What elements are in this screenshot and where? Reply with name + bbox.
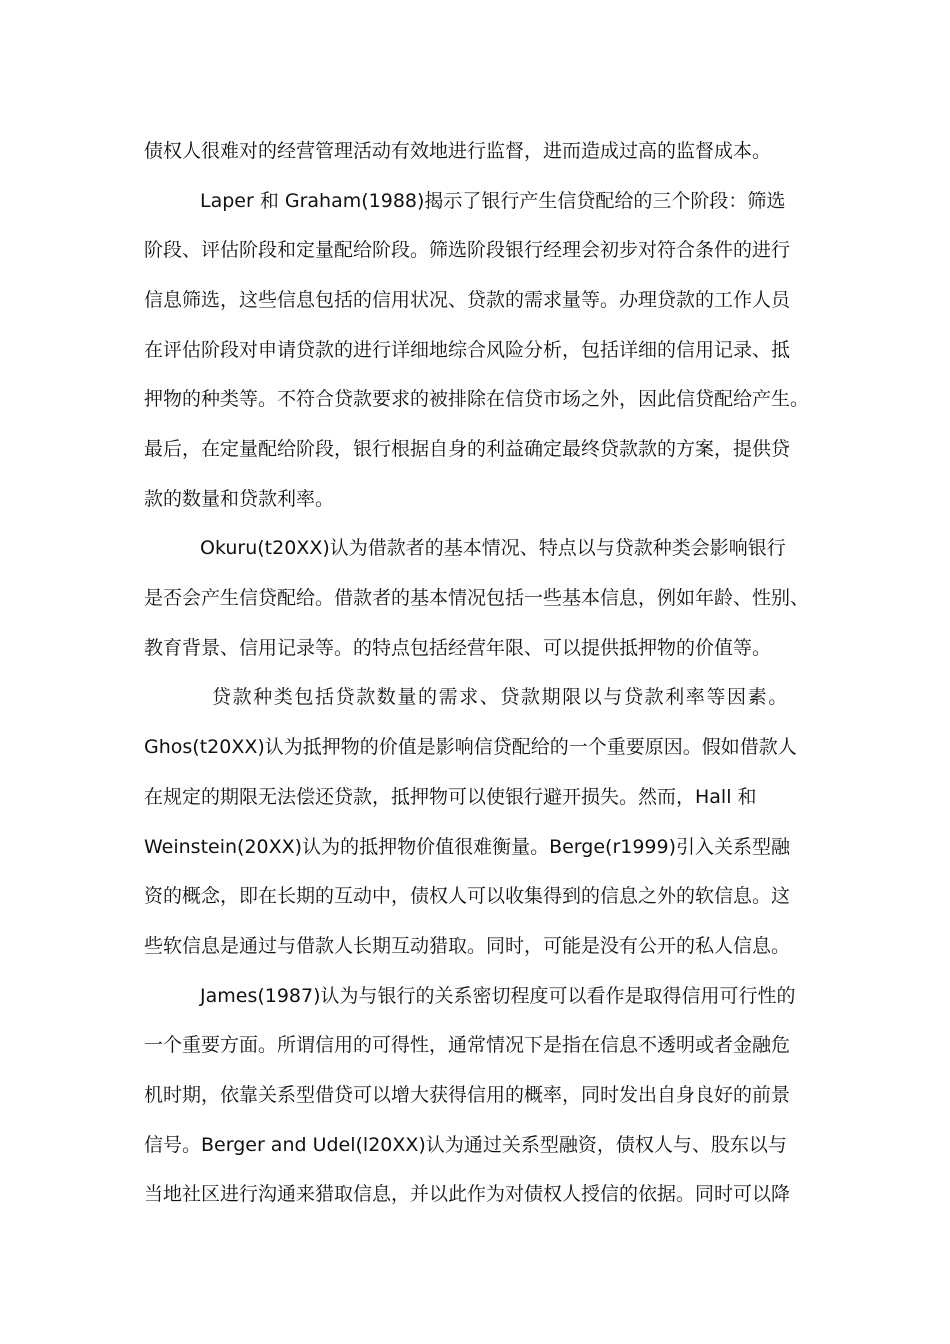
paragraph-start-line: 贷款种类包括贷款数量的需求、贷款期限以与贷款利率等因素。 — [212, 686, 789, 708]
text-line: 机时期，依靠关系型借贷可以增大获得信用的概率，同时发出自身良好的前景 — [144, 1084, 791, 1106]
text-line: 在评估阶段对申请贷款的进行详细地综合风险分析，包括详细的信用记录、抵 — [144, 339, 791, 361]
text-line: 信息筛选，这些信息包括的信用状况、贷款的需求量等。办理贷款的工作人员 — [144, 289, 791, 311]
text-line: 阶段、评估阶段和定量配给阶段。筛选阶段银行经理会初步对符合条件的进行 — [144, 239, 791, 261]
text-line: 在规定的期限无法偿还贷款，抵押物可以使银行避开损失。然而，Hall 和 — [144, 786, 757, 808]
text-line: 些软信息是通过与借款人长期互动猎取。同时，可能是没有公开的私人信息。 — [144, 935, 791, 957]
paragraph-start-line: Laper 和 Graham(1988)揭示了银行产生信贷配给的三个阶段：筛选 — [200, 190, 786, 212]
paragraph-start-line: James(1987)认为与银行的关系密切程度可以看作是取得信用可行性的 — [200, 985, 796, 1007]
text-line: 是否会产生信贷配给。借款者的基本情况包括一些基本信息，例如年龄、性别、 — [144, 587, 810, 609]
text-line: 当地社区进行沟通来猎取信息，并以此作为对债权人授信的依据。同时可以降 — [144, 1183, 791, 1205]
paragraph-start-line: Okuru(t20XX)认为借款者的基本情况、特点以与贷款种类会影响银行 — [200, 537, 786, 559]
text-line: 押物的种类等。不符合贷款要求的被排除在信贷市场之外，因此信贷配给产生。 — [144, 388, 810, 410]
text-line: 款的数量和贷款利率。 — [144, 488, 335, 510]
text-line: 债权人很难对的经营管理活动有效地进行监督，进而造成过高的监督成本。 — [144, 140, 772, 162]
text-line: 信号。Berger and Udel(l20XX)认为通过关系型融资，债权人与、股东以与 — [144, 1134, 787, 1156]
text-line: Ghos(t20XX)认为抵押物的价值是影响信贷配给的一个重要原因。假如借款人 — [144, 736, 797, 758]
text-line: 教育背景、信用记录等。的特点包括经营年限、可以提供抵押物的价值等。 — [144, 637, 772, 659]
text-line: 最后，在定量配给阶段，银行根据自身的利益确定最终贷款款的方案，提供贷 — [144, 438, 791, 460]
text-line: 资的概念，即在长期的互动中，债权人可以收集得到的信息之外的软信息。这 — [144, 885, 791, 907]
text-line: 一个重要方面。所谓信用的可得性，通常情况下是指在信息不透明或者金融危 — [144, 1034, 791, 1056]
text-line: Weinstein(20XX)认为的抵押物价值很难衡量。Berge(r1999)引入关系型融 — [144, 836, 791, 858]
